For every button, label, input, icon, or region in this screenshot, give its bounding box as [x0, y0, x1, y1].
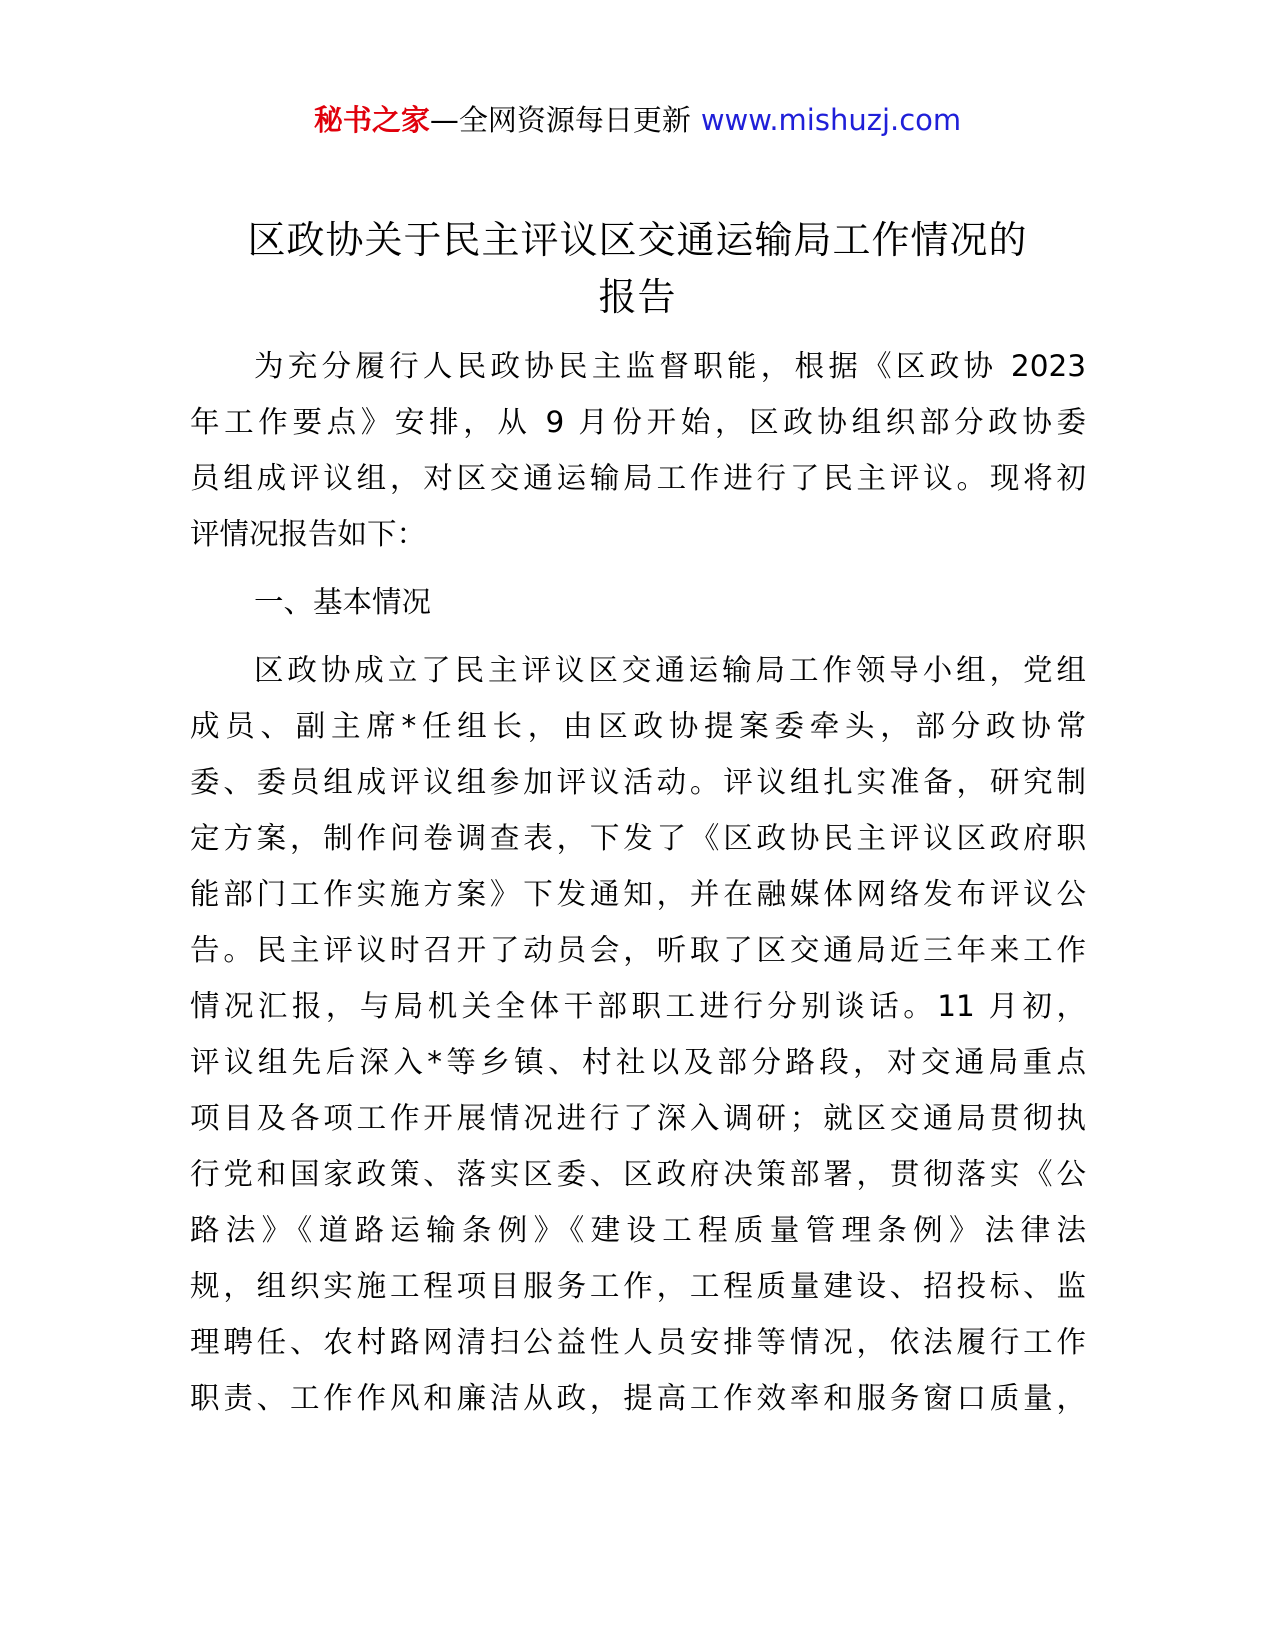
paragraph-line: 评情况报告如下：	[190, 517, 427, 551]
paragraph-line: 委、委员组成评议组参加评议活动。评议组扎实准备，研究制	[190, 765, 1086, 799]
site-url-link[interactable]: www.mishuzj.com	[700, 103, 962, 137]
paragraph-line: 路法》《道路运输条例》《建设工程质量管理条例》法律法	[190, 1213, 1086, 1247]
title-line-2: 报告	[598, 275, 677, 319]
paragraph-line: 区政协成立了民主评议区交通运输局工作领导小组，党组	[254, 653, 1086, 687]
paragraph-line: 员组成评议组，对区交通运输局工作进行了民主评议。现将初	[190, 461, 1086, 495]
paragraph-line: 为充分履行人民政协民主监督职能，根据《区政协 2023	[254, 349, 1086, 383]
paragraph-line: 评议组先后深入*等乡镇、村社以及部分路段，对交通局重点	[190, 1045, 1086, 1079]
site-tagline: —全网资源每日更新	[429, 103, 691, 137]
site-header	[0, 98, 1275, 142]
paragraph-line: 理聘任、农村路网清扫公益性人员安排等情况，依法履行工作	[190, 1325, 1086, 1359]
paragraph-line: 成员、副主席*任组长，由区政协提案委牵头，部分政协常	[190, 709, 1086, 743]
site-brand: 秘书之家	[313, 103, 430, 137]
paragraph-intro	[190, 338, 1086, 562]
document-title	[150, 212, 1125, 326]
paragraph-line: 年工作要点》安排，从 9 月份开始，区政协组织部分政协委	[190, 405, 1086, 439]
paragraph-line: 职责、工作作风和廉洁从政，提高工作效率和服务窗口质量，	[190, 1381, 1086, 1415]
paragraph-line: 情况汇报，与局机关全体干部职工进行分别谈话。11 月初，	[190, 989, 1086, 1023]
paragraph-line: 定方案，制作问卷调查表，下发了《区政协民主评议区政府职	[190, 821, 1086, 855]
title-line-1: 区政协关于民主评议区交通运输局工作情况的	[247, 218, 1028, 262]
paragraph-line: 能部门工作实施方案》下发通知，并在融媒体网络发布评议公	[190, 877, 1086, 911]
paragraph-line: 规，组织实施工程项目服务工作，工程质量建设、招投标、监	[190, 1269, 1086, 1303]
document-body	[190, 338, 1086, 1426]
paragraph-basic-situation	[190, 642, 1086, 1426]
paragraph-line: 项目及各项工作开展情况进行了深入调研；就区交通局贯彻执	[190, 1101, 1086, 1135]
paragraph-line: 行党和国家政策、落实区委、区政府决策部署，贯彻落实《公	[190, 1157, 1086, 1191]
paragraph-line: 告。民主评议时召开了动员会，听取了区交通局近三年来工作	[190, 933, 1086, 967]
section-heading-basic: 一、基本情况	[254, 585, 432, 619]
